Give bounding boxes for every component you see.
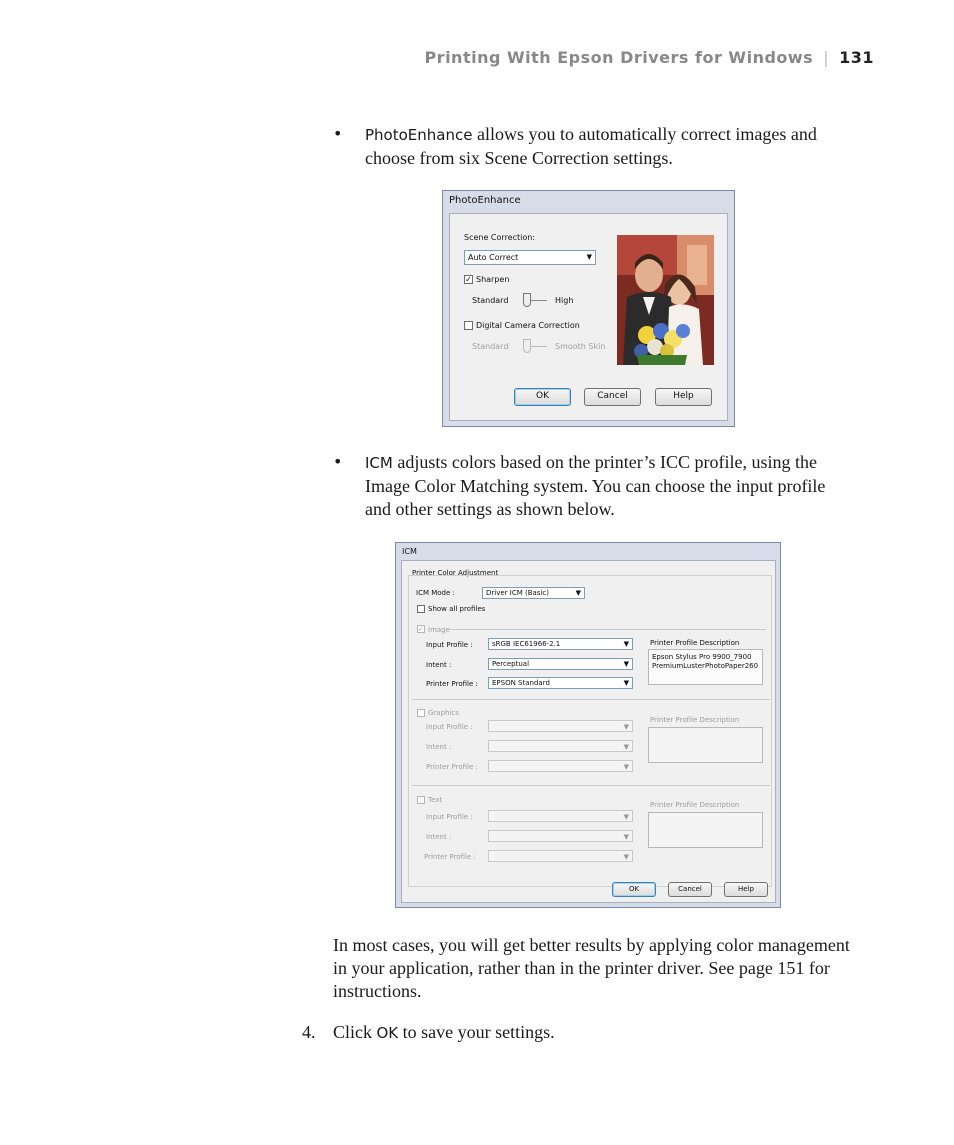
bullet-text: and other settings as shown below.	[365, 499, 615, 519]
intent-label: Intent :	[426, 661, 452, 669]
camera-high-label: Smooth Skin	[555, 342, 606, 351]
paragraph-line: instructions.	[333, 981, 422, 1001]
image-divider	[450, 629, 766, 630]
bullet-text: choose from six Scene Correction settings.	[365, 148, 673, 168]
scene-correction-select[interactable]	[464, 250, 596, 265]
chevron-down-icon: ▼	[623, 813, 629, 821]
graphics-printer-profile-select	[488, 760, 633, 772]
digital-camera-checkbox[interactable]	[464, 321, 473, 330]
printer-profile-description	[648, 649, 763, 685]
text-intent-label: Intent :	[426, 833, 452, 841]
image-label: Image	[428, 626, 450, 634]
icm-mode-value: Driver ICM (Basic)	[486, 589, 549, 597]
header-separator: |	[823, 48, 830, 67]
scene-correction-label: Scene Correction:	[464, 233, 536, 242]
step-4	[333, 1021, 833, 1045]
graphics-input-profile-label: Input Profile :	[426, 723, 473, 731]
chevron-down-icon: ▼	[623, 833, 629, 841]
printer-profile-label: Printer Profile :	[426, 680, 478, 688]
preview-photo	[617, 235, 714, 365]
chevron-down-icon: ▼	[623, 640, 629, 648]
chevron-down-icon: ▼	[623, 679, 629, 687]
chevron-down-icon: ▼	[623, 723, 629, 731]
printer-profile-value: EPSON Standard	[492, 679, 550, 687]
icm-dialog	[395, 542, 781, 908]
text-intent-select	[488, 830, 633, 842]
header-title: Printing With Epson Drivers for Windows	[424, 48, 814, 67]
bullet-icm	[365, 451, 885, 521]
printer-profile-select[interactable]	[488, 677, 633, 689]
digital-camera-label: Digital Camera Correction	[476, 321, 580, 330]
ok-button[interactable]: OK	[514, 388, 571, 406]
graphics-input-profile-select	[488, 720, 633, 732]
section-divider	[412, 699, 770, 700]
step-number: 4.	[302, 1022, 316, 1042]
image-checkbox: ✓	[418, 625, 424, 633]
ok-button[interactable]: OK	[612, 882, 656, 897]
input-profile-value: sRGB IEC61966-2.1	[492, 640, 561, 648]
show-all-profiles-checkbox[interactable]	[417, 605, 425, 613]
keyword-ok: OK	[376, 1024, 399, 1042]
page-number: 131	[839, 48, 874, 67]
running-header	[420, 48, 874, 67]
cancel-button[interactable]: Cancel	[668, 882, 712, 897]
keyword-icm: ICM	[365, 454, 393, 472]
graphics-intent-select	[488, 740, 633, 752]
graphics-description	[648, 727, 763, 763]
graphics-checkbox	[417, 709, 425, 717]
help-button[interactable]: Help	[655, 388, 712, 406]
camera-low-label: Standard	[472, 342, 509, 351]
sharpen-checkbox[interactable]: ✓	[465, 275, 472, 284]
chevron-down-icon: ▼	[623, 743, 629, 751]
group-title: Printer Color Adjustment	[412, 569, 499, 577]
photoenhance-dialog	[442, 190, 735, 427]
paragraph-line: in your application, rather than in the printer driver. See page 151 for	[333, 958, 830, 978]
intent-select[interactable]	[488, 658, 633, 670]
help-button[interactable]: Help	[724, 882, 768, 897]
dialog-body	[449, 213, 728, 421]
graphics-label: Graphics	[428, 709, 459, 717]
cancel-button[interactable]: Cancel	[584, 388, 641, 406]
text-input-profile-label: Input Profile :	[426, 813, 473, 821]
sharpen-label: Sharpen	[476, 275, 510, 284]
icm-mode-select[interactable]	[482, 587, 585, 599]
chevron-down-icon: ▼	[623, 853, 629, 861]
text-input-profile-select	[488, 810, 633, 822]
printer-profile-description-label: Printer Profile Description	[650, 639, 740, 647]
chevron-down-icon: ▼	[575, 589, 581, 597]
description-line: PremiumLusterPhotoPaper260	[652, 662, 759, 670]
graphics-description-label: Printer Profile Description	[650, 716, 740, 724]
step-text: Click	[333, 1022, 377, 1042]
sharpen-slider-thumb[interactable]	[523, 293, 531, 307]
section-divider	[412, 785, 770, 786]
text-description-label: Printer Profile Description	[650, 801, 740, 809]
show-all-profiles-label: Show all profiles	[428, 605, 486, 613]
chevron-down-icon: ▼	[623, 763, 629, 771]
text-checkbox	[417, 796, 425, 804]
chevron-down-icon: ▼	[586, 253, 592, 261]
bullet-photoenhance	[365, 123, 885, 170]
dialog-title: ICM	[402, 547, 417, 556]
input-profile-select[interactable]	[488, 638, 633, 650]
icm-mode-label: ICM Mode :	[416, 589, 455, 597]
text-printer-profile-select	[488, 850, 633, 862]
bullet-text: adjusts colors based on the printer’s ICC profile, using the	[392, 452, 817, 472]
bullet-text: allows you to automatically correct images and	[472, 124, 817, 144]
color-management-paragraph	[333, 934, 893, 1003]
dialog-title: PhotoEnhance	[449, 195, 521, 206]
sharpen-low-label: Standard	[472, 296, 509, 305]
text-printer-profile-label: Printer Profile :	[424, 853, 476, 861]
bullet-marker: •	[333, 124, 343, 143]
input-profile-label: Input Profile :	[426, 641, 473, 649]
camera-slider-thumb	[523, 339, 531, 353]
text-description	[648, 812, 763, 848]
step-text: to save your settings.	[398, 1022, 555, 1042]
graphics-intent-label: Intent :	[426, 743, 452, 751]
text-label: Text	[428, 796, 443, 804]
description-line: Epson Stylus Pro 9900_7900	[652, 653, 752, 661]
sharpen-high-label: High	[555, 296, 574, 305]
scene-correction-value: Auto Correct	[468, 253, 519, 262]
keyword-photoenhance: PhotoEnhance	[365, 126, 473, 144]
bullet-marker: •	[333, 452, 343, 471]
graphics-printer-profile-label: Printer Profile :	[426, 763, 478, 771]
intent-value: Perceptual	[492, 660, 530, 668]
paragraph-line: In most cases, you will get better results by applying color management	[333, 935, 850, 955]
bullet-text: Image Color Matching system. You can choose the input profile	[365, 476, 826, 496]
dialog-body	[401, 560, 776, 903]
chevron-down-icon: ▼	[623, 660, 629, 668]
